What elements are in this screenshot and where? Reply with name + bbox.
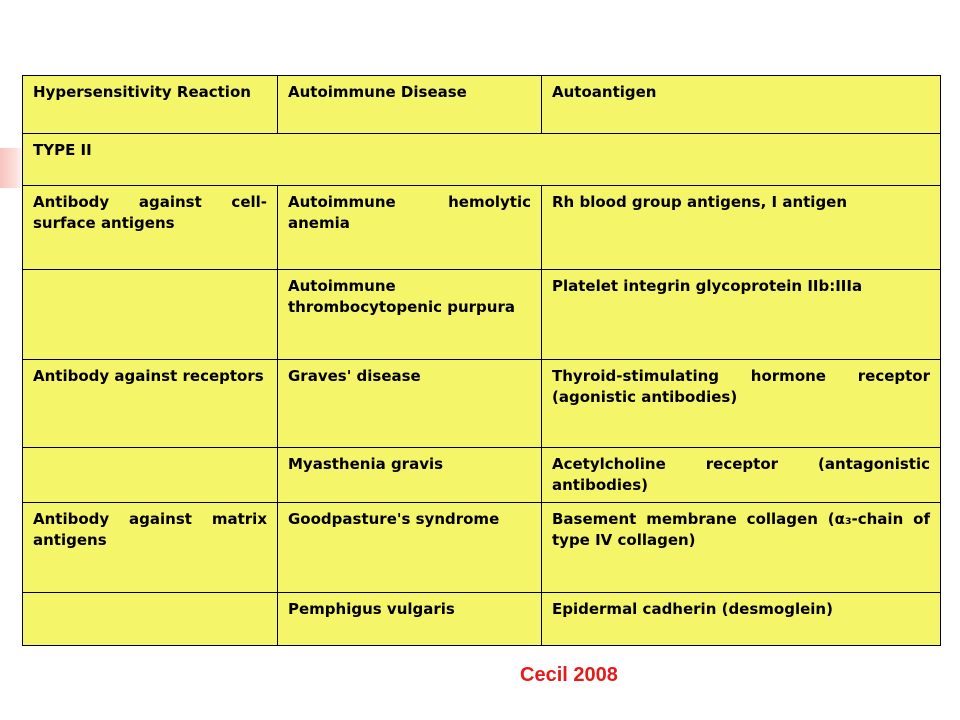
disease-cell: Myasthenia gravis: [278, 448, 542, 503]
disease-cell: Goodpasture's syndrome: [278, 503, 542, 593]
disease-cell: Autoimmune thrombocytopenic purpura: [278, 270, 542, 360]
autoimmune-disease-table: [22, 75, 941, 646]
reaction-cell: [23, 270, 278, 360]
table-row: [23, 593, 941, 646]
section-title: TYPE II: [23, 134, 941, 186]
reaction-cell: Antibody against receptors: [23, 360, 278, 448]
disease-cell: Pemphigus vulgaris: [278, 593, 542, 646]
table-header-row: [23, 76, 941, 134]
table-row: [23, 186, 941, 270]
header-autoimmune-disease: Autoimmune Disease: [278, 76, 542, 134]
table-row: [23, 503, 941, 593]
disease-cell: Graves' disease: [278, 360, 542, 448]
reaction-cell: Antibody against matrix antigens: [23, 503, 278, 593]
antigen-cell: Thyroid-stimulating hormone receptor (agonistic antibodies): [542, 360, 941, 448]
disease-cell: Autoimmune hemolytic anemia: [278, 186, 542, 270]
section-row: [23, 134, 941, 186]
antigen-cell: Platelet integrin glycoprotein IIb:IIIa: [542, 270, 941, 360]
antigen-cell: Epidermal cadherin (desmoglein): [542, 593, 941, 646]
antigen-cell: Acetylcholine receptor (antagonistic antibodies): [542, 448, 941, 503]
citation-text: Cecil 2008: [520, 664, 618, 686]
reaction-cell: Antibody against cell-surface antigens: [23, 186, 278, 270]
reaction-cell: [23, 448, 278, 503]
table-row: [23, 360, 941, 448]
header-hypersensitivity-reaction: Hypersensitivity Reaction: [23, 76, 278, 134]
table-row: [23, 270, 941, 360]
table-row: [23, 448, 941, 503]
reaction-cell: [23, 593, 278, 646]
antigen-cell: Basement membrane collagen (α₃-chain of type IV collagen): [542, 503, 941, 593]
header-autoantigen: Autoantigen: [542, 76, 941, 134]
antigen-cell: Rh blood group antigens, I antigen: [542, 186, 941, 270]
